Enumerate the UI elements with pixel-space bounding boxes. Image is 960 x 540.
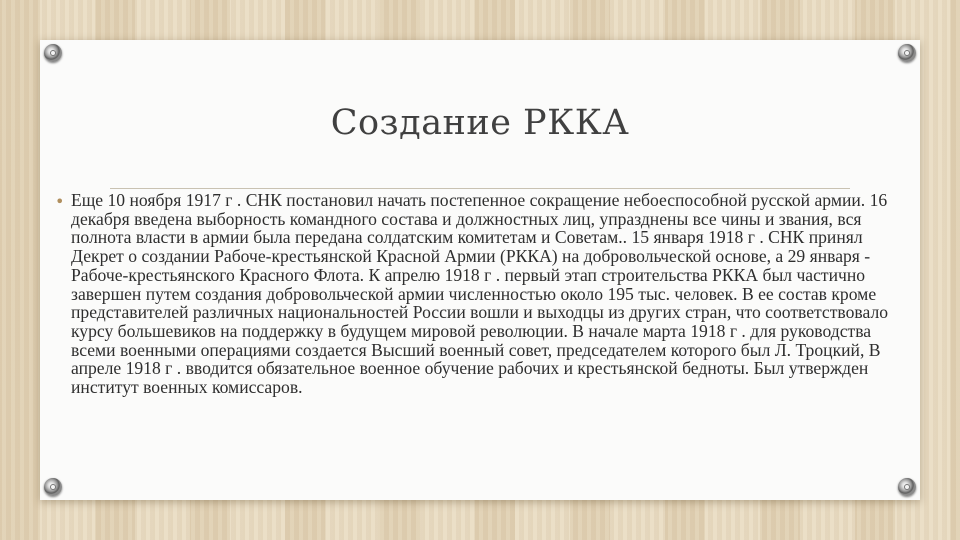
- bullet-paragraph: Еще 10 ноября 1917 г . СНК постановил начать постепенное сокращение небоеспособной русской армии. 16 декабря введена выборность командного состава и должностных лиц, упразднены все чины и звания, вся полнота власти в армии была передана солдатским комитетам и Советам.. 15 января 1918 г . СНК принял Декрет о создании Рабоче-крестьянской Красной Армии (РККА) на добровольческой основе, а 29 января - Рабоче-крестьянского Красного Флота. К апрелю 1918 г . первый этап строительства РККА был частично завершен путем создания добровольческой армии численностью около 195 тыс. человек. В ее состав кроме представителей различных национальностей России вошли и выходцы из других стран, что соответствовало курсу большевиков на поддержку в будущем мировой революции. В начале марта 1918 г . для руководства всеми военными операциями создается Высший военный совет, председателем которого был Л. Троцкий, В апреле 1918 г . вводится обязательное военное обучение рабочих и крестьянской бедноты. Был утвержден институт военных комиссаров.: [71, 190, 889, 398]
- pushpin-icon-bottom-left: [44, 478, 62, 496]
- slide-title: Создание РККА: [330, 103, 630, 143]
- pushpin-icon-bottom-right: [898, 478, 916, 496]
- pushpin-icon-top-left: [44, 44, 62, 62]
- pushpin-icon-top-right: [898, 44, 916, 62]
- title-divider: [110, 188, 850, 189]
- bullet-marker: •: [55, 192, 65, 211]
